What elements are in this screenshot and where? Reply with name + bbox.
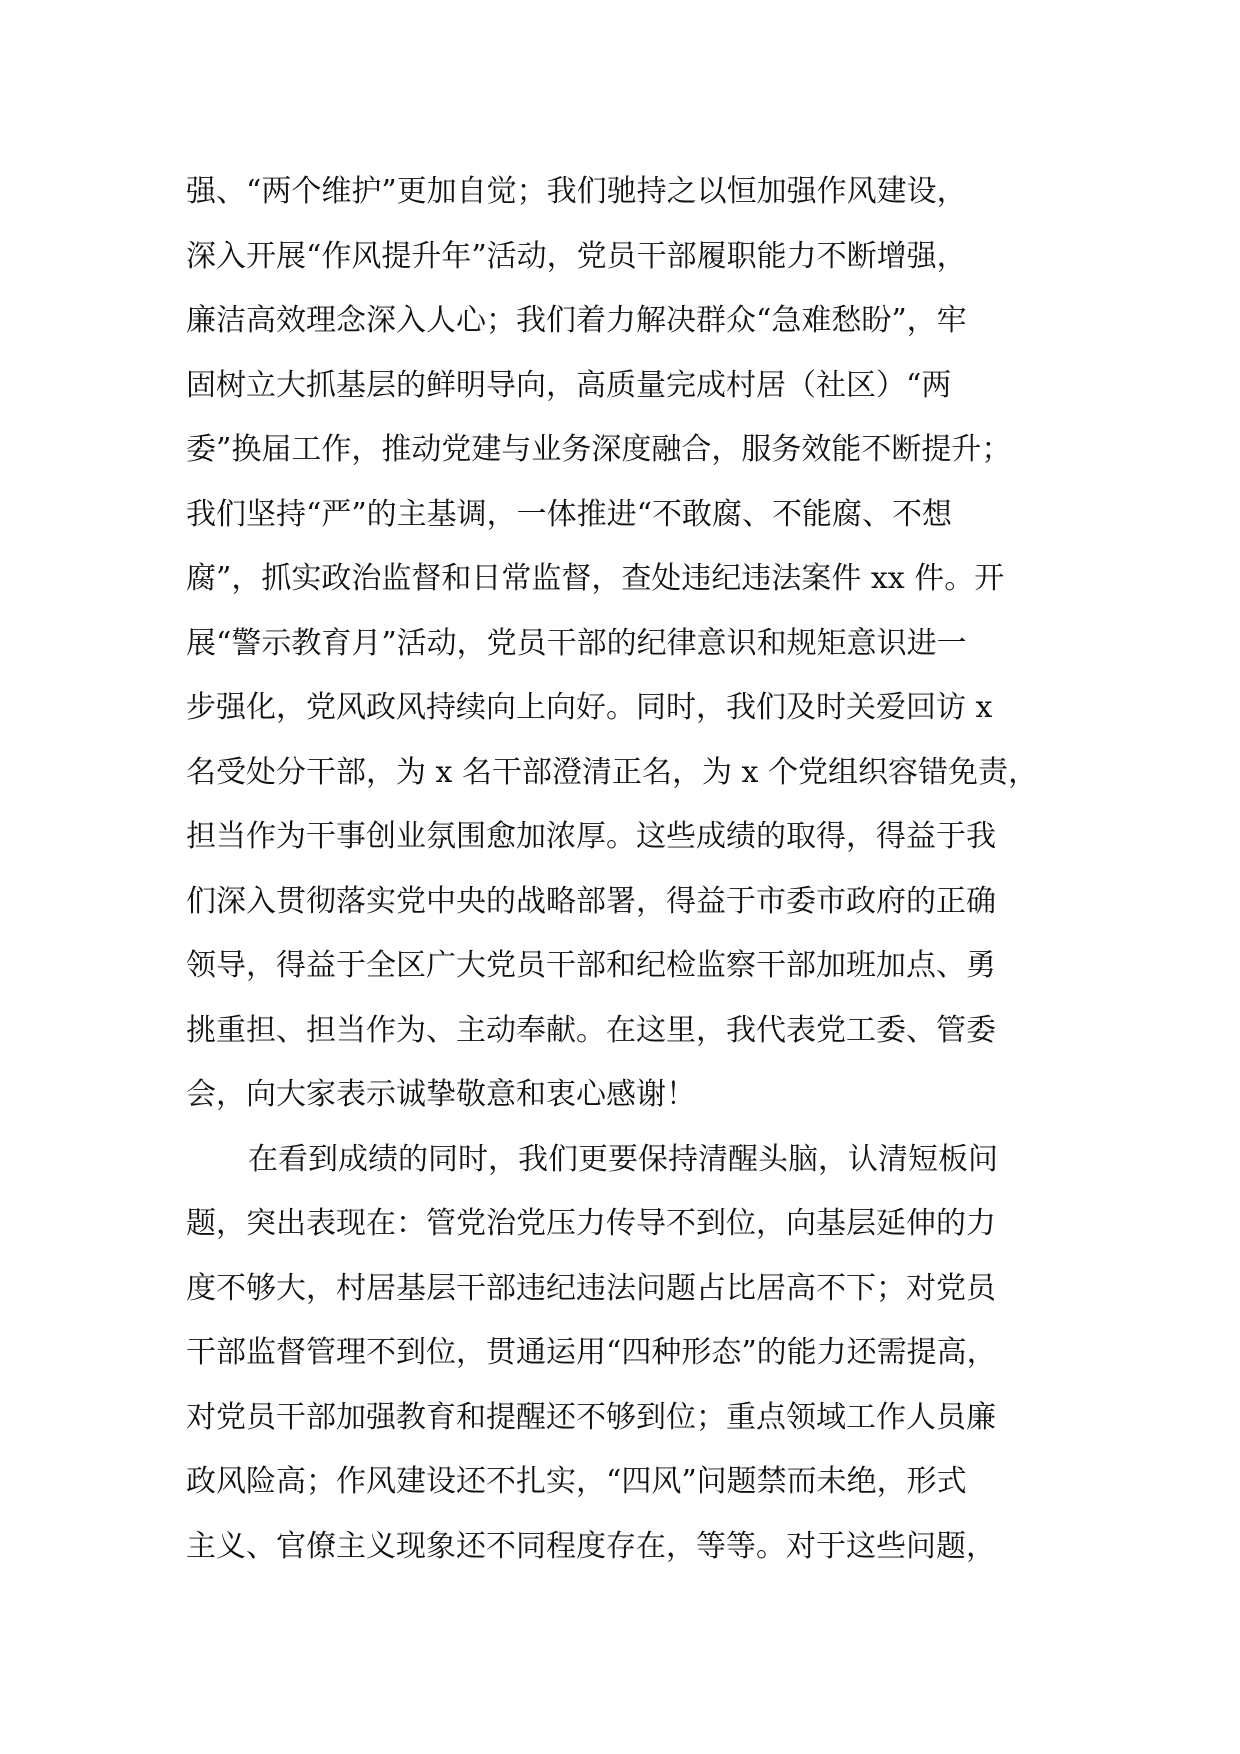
text-line: 领导，得益于全区广大党员干部和纪检监察干部加班加点、勇 (186, 948, 996, 983)
text-line: 度不够大，村居基层干部违纪违法问题占比居高不下；对党员 (186, 1270, 996, 1306)
text-line: 委”换届工作，推动党建与业务深度融合，服务效能不断提升； (186, 432, 1012, 467)
text-line: 会，向大家表示诚挚敬意和衷心感谢！ (186, 1077, 696, 1112)
text-line: 政风险高；作风建设还不扎实，“四风”问题禁而未绝，形式 (186, 1464, 967, 1499)
text-line: 挑重担、担当作为、主动奉献。在这里，我代表党工委、管委 (186, 1012, 996, 1048)
text-line: 腐”，抓实政治监督和日常监督，查处违纪违法案件 xx 件。开 (186, 561, 1005, 596)
text-line: 们深入贯彻落实党中央的战略部署，得益于市委市政府的正确 (186, 883, 996, 919)
text-line: 在看到成绩的同时，我们更要保持清醒头脑，认清短板问 (248, 1141, 998, 1177)
paragraph-1 (186, 160, 1086, 1128)
text-line: 对党员干部加强教育和提醒还不够到位；重点领域工作人员廉 (186, 1399, 996, 1435)
text-line: 固树立大抓基层的鲜明导向，高质量完成村居（社区）“两 (186, 367, 952, 403)
text-line: 展“警示教育月”活动，党员干部的纪律意识和规矩意识进一 (186, 625, 967, 661)
text-line: 题，突出表现在：管党治党压力传导不到位，向基层延伸的力 (186, 1206, 996, 1241)
text-line: 深入开展“作风提升年”活动，党员干部履职能力不断增强， (186, 238, 967, 274)
text-line: 步强化，党风政风持续向上向好。同时，我们及时关爱回访 x (186, 690, 993, 725)
text-line: 主义、官僚主义现象还不同程度存在，等等。对于这些问题， (186, 1528, 996, 1564)
text-line: 我们坚持“严”的主基调，一体推进“不敢腐、不能腐、不想 (186, 496, 953, 532)
text-line: 干部监督管理不到位，贯通运用“四种形态”的能力还需提高， (186, 1335, 997, 1370)
paragraph-2 (186, 1128, 1086, 1580)
text-line: 担当作为干事创业氛围愈加浓厚。这些成绩的取得，得益于我 (186, 819, 996, 854)
text-line: 强、“两个维护”更加自觉；我们驰持之以恒加强作风建设， (186, 174, 967, 209)
text-line: 名受处分干部，为 x 名干部澄清正名，为 x 个党组织容错免责， (186, 754, 1038, 790)
body-text (186, 160, 1086, 1579)
text-line: 廉洁高效理念深入人心；我们着力解决群众“急难愁盼”，牢 (186, 303, 967, 338)
